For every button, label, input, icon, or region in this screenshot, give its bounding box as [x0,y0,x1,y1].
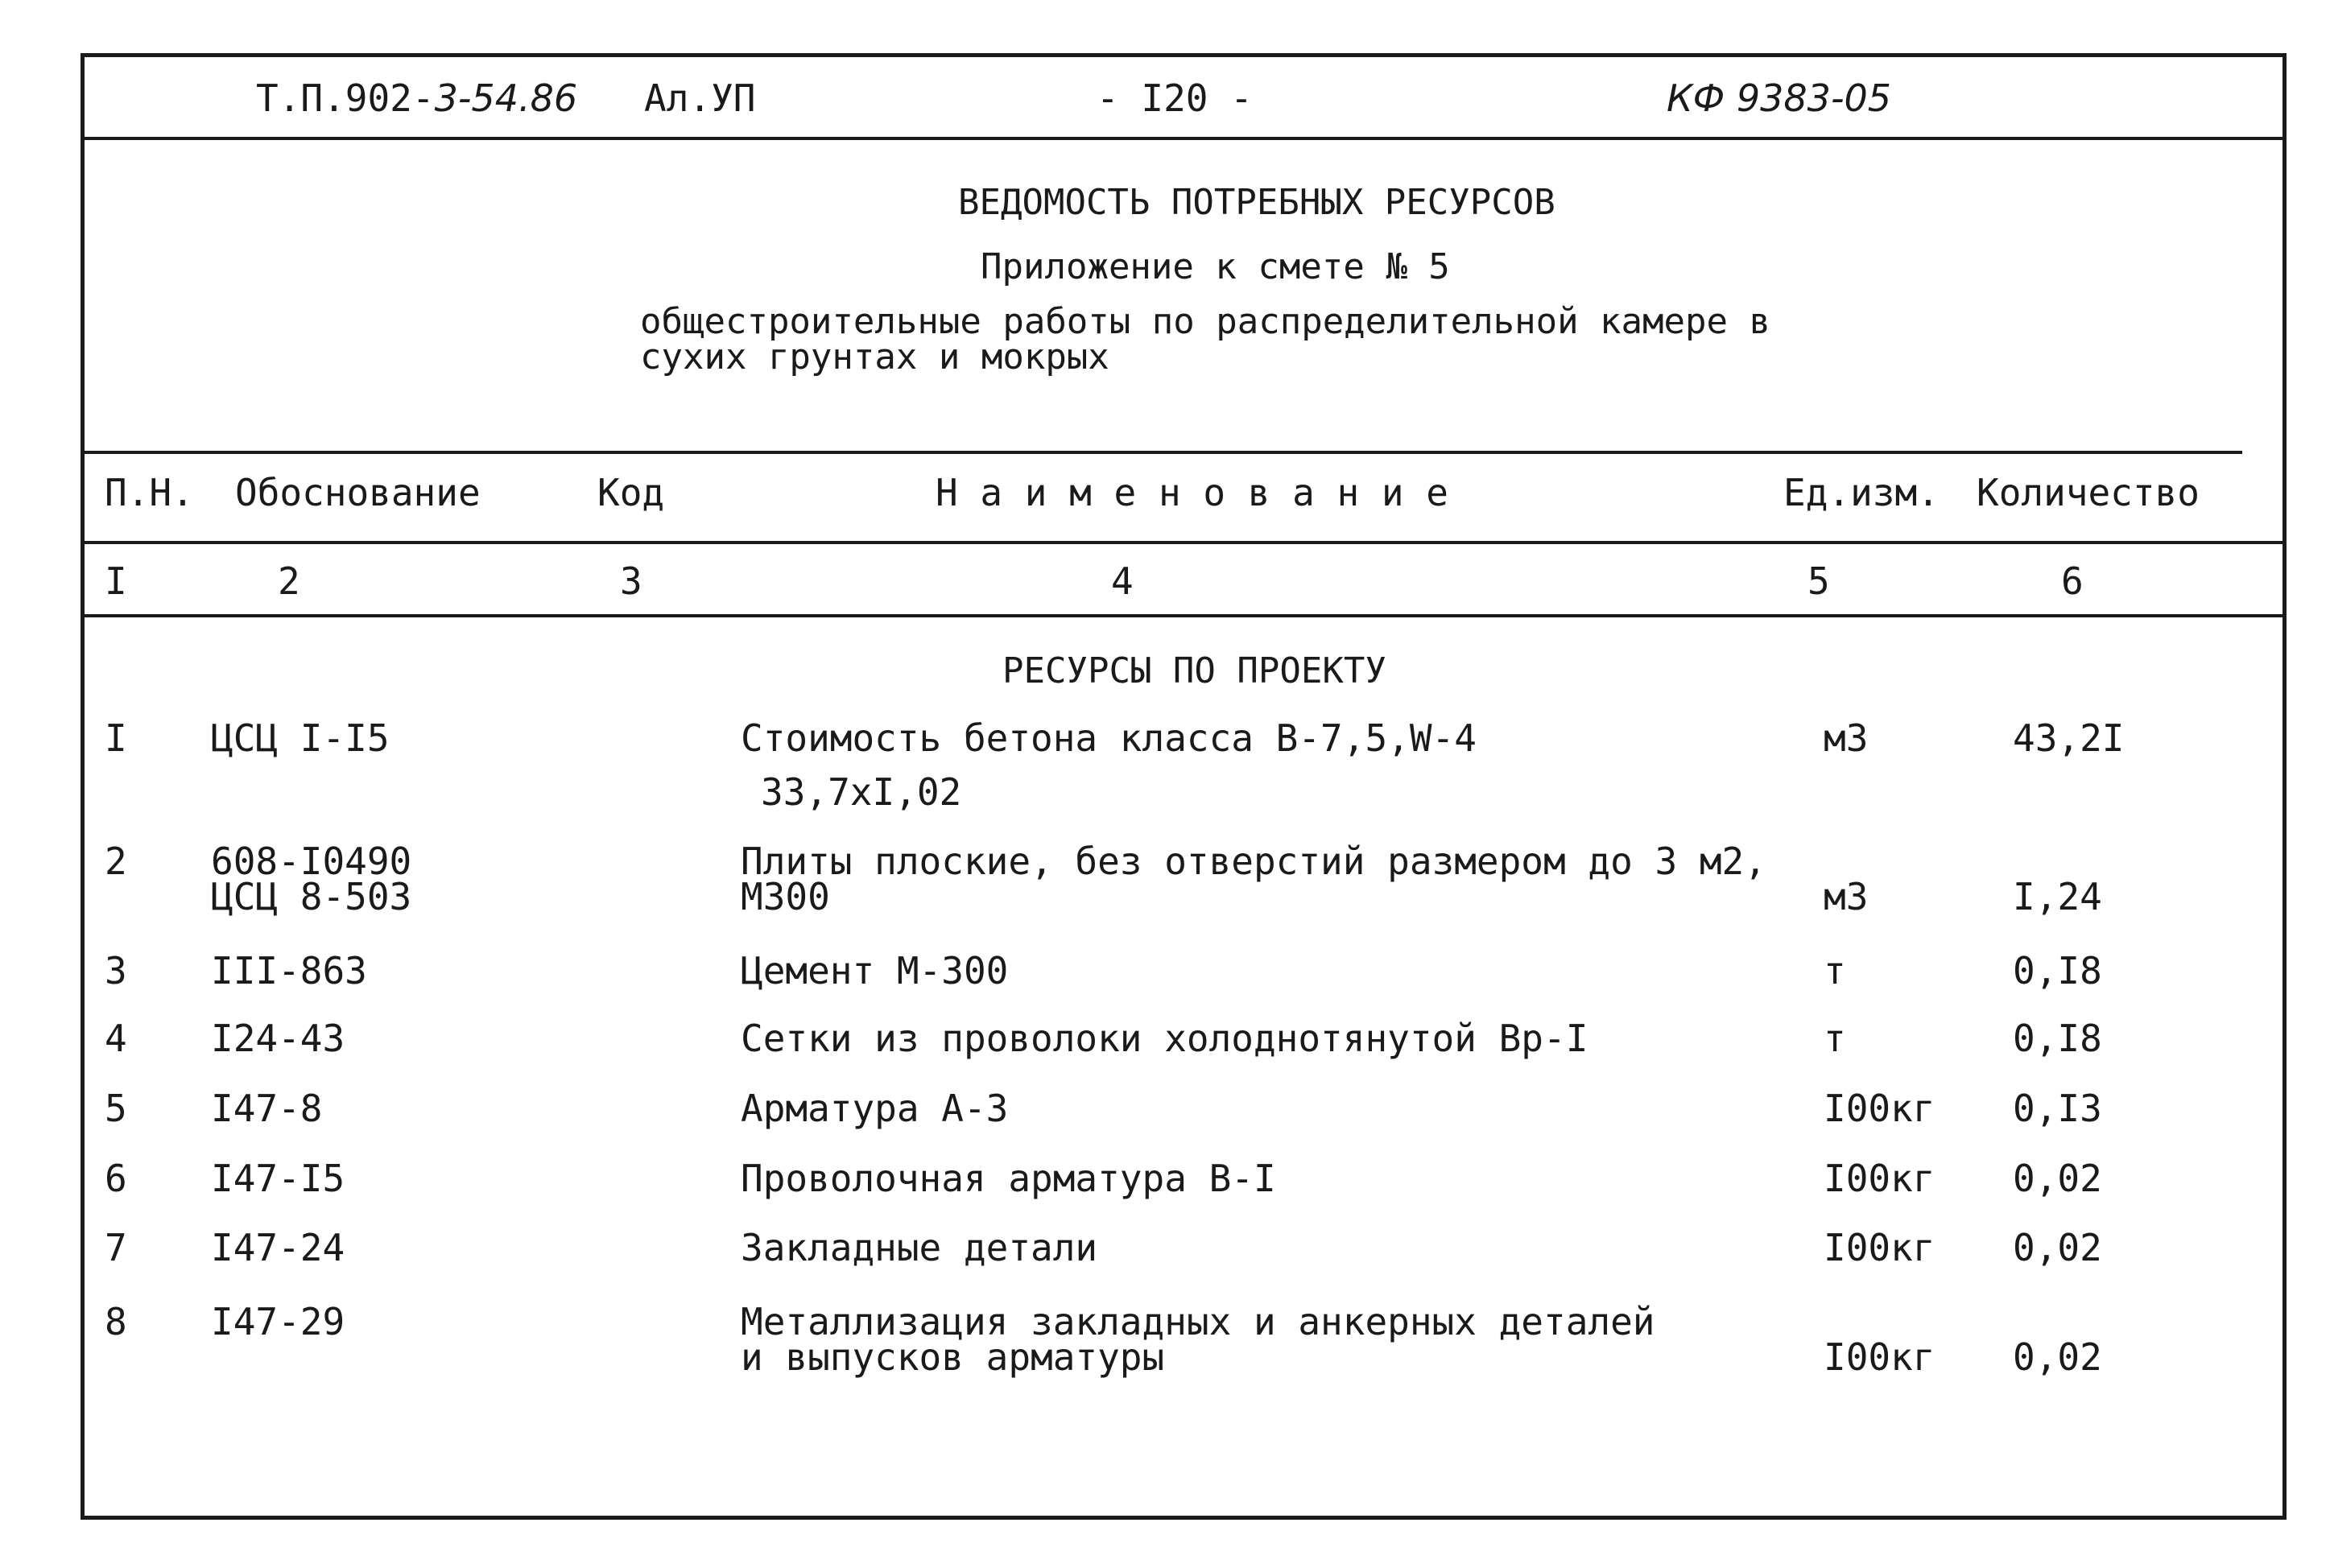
album-label: Ал.УП [644,76,756,120]
row-8-qty: 0,02 [2013,1335,2102,1379]
col-header-code: Код [597,471,665,514]
numbers-body-rule [81,614,2287,617]
row-2-name: Плиты плоские, без отверстий размером до 3 м2, [741,840,1766,883]
doc-code-handwritten: 3-54.86 [434,76,578,120]
row-6-pn: 6 [105,1157,127,1200]
row-1-basis: ЦСЦ I-I5 [211,716,390,760]
page-title: ВЕДОМОСТЬ ПОТРЕБНЫХ РЕСУРСОВ [958,182,1555,223]
row-2-unit: м3 [1824,875,1869,918]
row-4-qty: 0,I8 [2013,1017,2102,1060]
row-7-pn: 7 [105,1226,127,1269]
row-4-basis: I24-43 [211,1017,345,1060]
row-8-unit: I00кг [1824,1335,1935,1379]
row-7-name: Закладные детали [741,1226,1098,1269]
description-line-1: общестроительные работы по распределительной камере в [640,301,1770,342]
row-8-basis: I47-29 [211,1300,345,1343]
row-6-qty: 0,02 [2013,1157,2102,1200]
col-header-unit: Ед.изм. [1783,471,1940,514]
row-2-qty: I,24 [2013,875,2102,918]
row-6-basis: I47-I5 [211,1157,345,1200]
row-3-qty: 0,I8 [2013,949,2102,992]
col-header-qty: Количество [1977,471,2200,514]
row-2-basis: 608-I0490 [211,840,412,883]
row-3-basis: III-863 [211,949,367,992]
row-1-unit: м3 [1824,716,1869,760]
archive-code: КФ 9383-05 [1667,76,1892,120]
row-4-pn: 4 [105,1017,127,1060]
row-6-name: Проволочная арматура В-I [741,1157,1276,1200]
row-1-name-calc: 33,7xI,02 [761,770,962,814]
row-8-name: Металлизация закладных и анкерных деталей [741,1300,1655,1343]
row-5-name: Арматура А-3 [741,1087,1009,1130]
row-5-unit: I00кг [1824,1087,1935,1130]
col-header-pn: П.Н. [105,471,194,514]
col-header-name: Н а и м е н о в а н и е [936,471,1448,514]
section-title: РЕСУРСЫ ПО ПРОЕКТУ [1002,650,1386,691]
col-header-basis: Обоснование [235,471,481,514]
col-number-5: 5 [1807,559,1830,603]
row-7-qty: 0,02 [2013,1226,2102,1269]
col-number-6: 6 [2061,559,2084,603]
row-3-unit: т [1824,949,1846,992]
page-subtitle: Приложение к смете № 5 [981,246,1450,287]
row-4-name: Сетки из проволоки холоднотянутой Вр-I [741,1017,1588,1060]
row-4-unit: т [1824,1017,1846,1060]
header-numbers-rule [81,541,2287,544]
row-5-basis: I47-8 [211,1087,323,1130]
row-7-basis: I47-24 [211,1226,345,1269]
col-number-3: 3 [620,559,642,603]
row-7-unit: I00кг [1824,1226,1935,1269]
row-3-pn: 3 [105,949,127,992]
row-8-pn: 8 [105,1300,127,1343]
col-number-2: 2 [278,559,300,603]
row-3-name: Цемент М-300 [741,949,1009,992]
row-2-name-2: М300 [741,875,830,918]
row-8-name-2: и выпусков арматуры [741,1335,1165,1379]
table-top-rule [81,451,2242,454]
row-5-pn: 5 [105,1087,127,1130]
row-2-basis-2: ЦСЦ 8-503 [211,875,412,918]
row-6-unit: I00кг [1824,1157,1935,1200]
doc-code [256,76,577,120]
doc-code-prefix: Т.П.902- [256,76,435,120]
row-1-pn: I [105,716,127,760]
row-2-pn: 2 [105,840,127,883]
col-number-4: 4 [1111,559,1134,603]
row-1-qty: 43,2I [2013,716,2125,760]
description-line-2: сухих грунтах и мокрых [640,336,1109,378]
row-1-name: Стоимость бетона класса В-7,5,W-4 [741,716,1477,760]
page-number: - I20 - [1097,76,1253,120]
row-5-qty: 0,I3 [2013,1087,2102,1130]
col-number-1: I [105,559,127,603]
header-divider [81,137,2287,140]
